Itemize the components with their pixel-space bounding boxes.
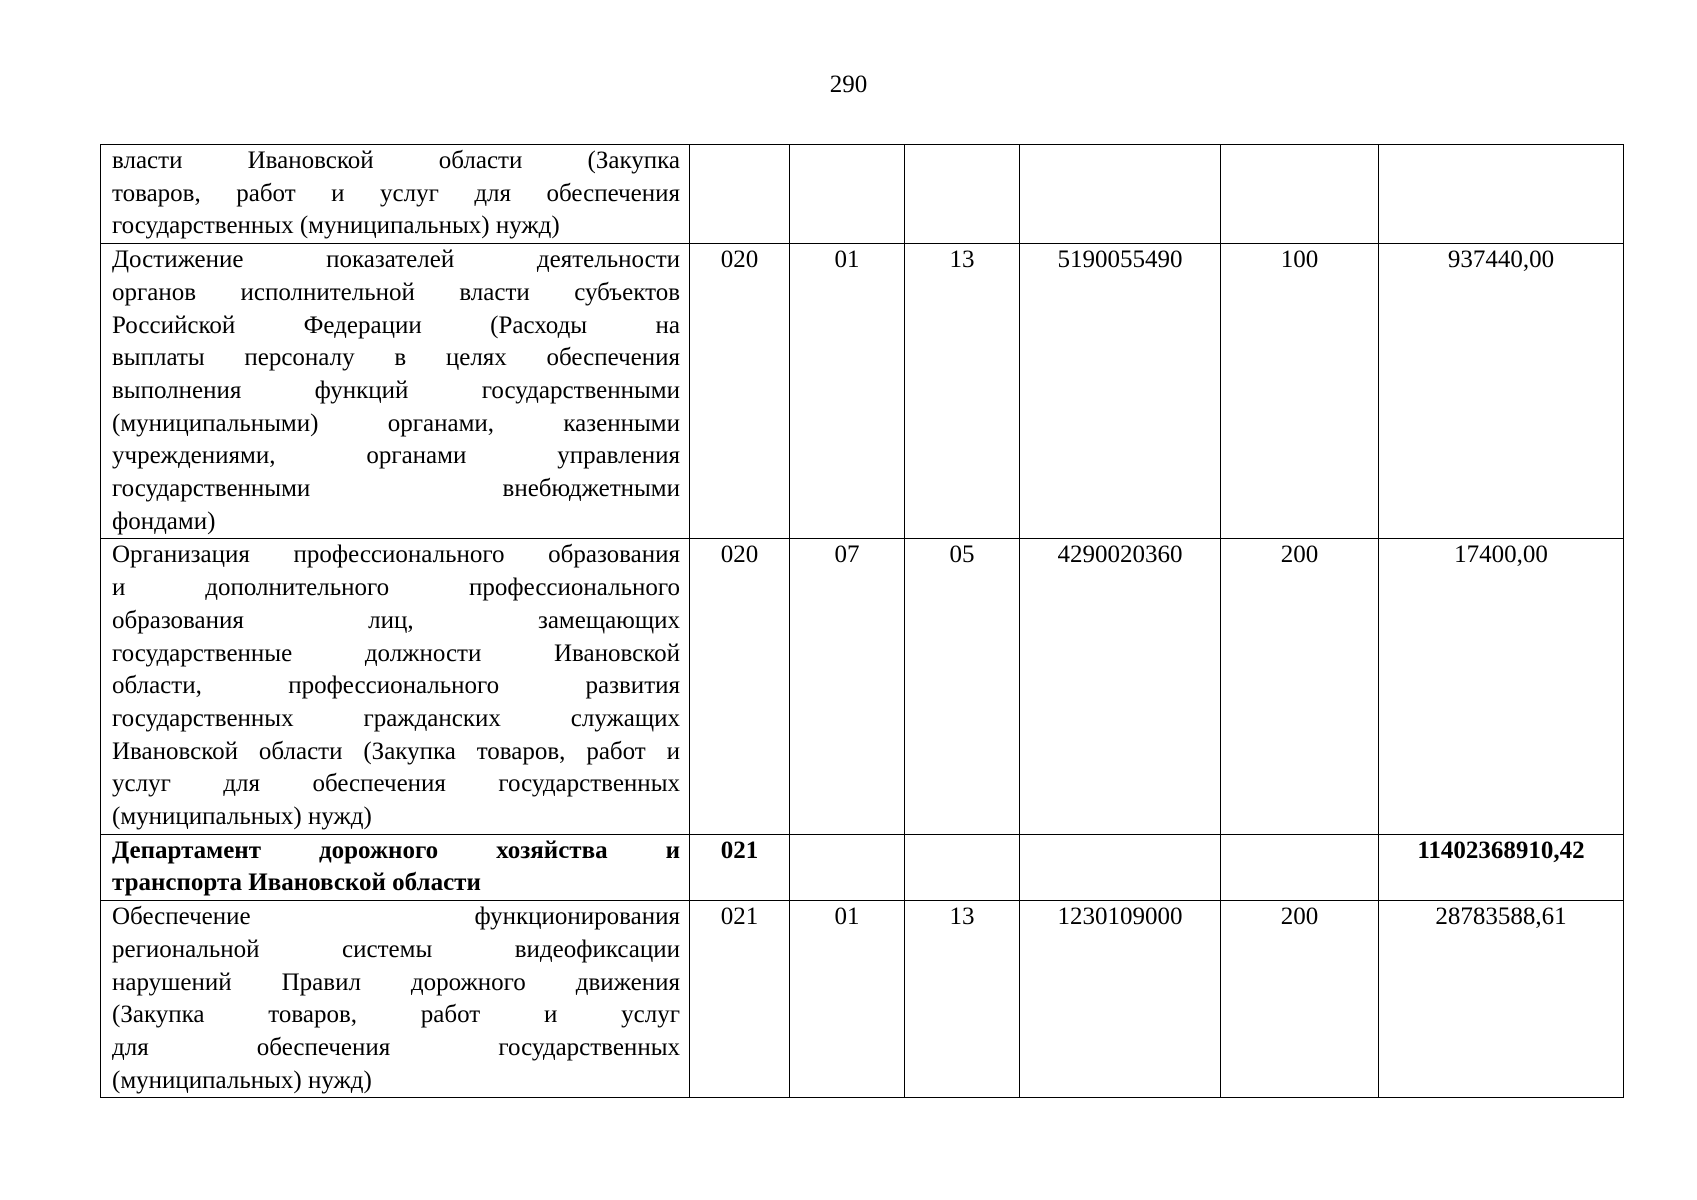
expense-name-cell [101, 244, 690, 539]
target-code-cell [1020, 145, 1221, 244]
amount-cell: 11402368910,42 [1379, 834, 1624, 900]
expense-name-cell [101, 901, 690, 1098]
expense-type-cell: 200 [1221, 901, 1379, 1098]
ministry-code-cell: 020 [690, 539, 790, 834]
table-row [101, 244, 1624, 539]
expense-name-line: государственных гражданских служащих [112, 704, 680, 732]
expense-name-line: транспорта Ивановской области [112, 869, 481, 897]
amount-cell: 17400,00 [1379, 539, 1624, 834]
ministry-code-cell: 021 [690, 834, 790, 900]
expense-name-line: нарушений Правил дорожного движения [112, 968, 680, 996]
table-row [101, 145, 1624, 244]
target-code-cell [1020, 834, 1221, 900]
expense-name-line: образования лиц, замещающих [112, 606, 680, 634]
expense-name-line: Ивановской области (Закупка товаров, работ и [112, 737, 680, 765]
expense-name-cell [101, 539, 690, 834]
table-row [101, 539, 1624, 834]
expense-name-cell [101, 145, 690, 244]
expense-name-line: и дополнительного профессионального [112, 574, 680, 602]
expense-name-line: Департамент дорожного хозяйства и [112, 836, 680, 864]
expense-name-cell [101, 834, 690, 900]
budget-table [100, 144, 1624, 1098]
table-row [101, 901, 1624, 1098]
ministry-code-cell: 021 [690, 901, 790, 1098]
expense-name-line: Обеспечение функционирования [112, 903, 680, 931]
section-code-cell: 07 [790, 539, 905, 834]
expense-name-line: Российской Федерации (Расходы на [112, 311, 680, 339]
amount-cell: 28783588,61 [1379, 901, 1624, 1098]
expense-name-line: товаров, работ и услуг для обеспечения [112, 179, 680, 207]
expense-type-cell: 200 [1221, 539, 1379, 834]
expense-name-line: области, профессионального развития [112, 672, 680, 700]
subsection-code-cell: 05 [905, 539, 1020, 834]
expense-name-line: учреждениями, органами управления [112, 442, 680, 470]
section-code-cell [790, 145, 905, 244]
expense-type-cell [1221, 834, 1379, 900]
expense-name-line: органов исполнительной власти субъектов [112, 278, 680, 306]
expense-name-line: Достижение показателей деятельности [112, 246, 680, 274]
expense-name-line: (муниципальных) нужд) [112, 1066, 372, 1094]
expense-name-line: государственных (муниципальных) нужд) [112, 212, 560, 240]
expense-name-line: услуг для обеспечения государственных [112, 770, 680, 798]
table-row [101, 834, 1624, 900]
section-code-cell [790, 834, 905, 900]
ministry-code-cell [690, 145, 790, 244]
expense-type-cell: 100 [1221, 244, 1379, 539]
table-body [101, 145, 1624, 1098]
subsection-code-cell [905, 834, 1020, 900]
target-code-cell: 5190055490 [1020, 244, 1221, 539]
expense-name-line: (муниципальных) нужд) [112, 803, 372, 831]
target-code-cell: 1230109000 [1020, 901, 1221, 1098]
expense-name-line: выполнения функций государственными [112, 376, 680, 404]
expense-name-line: для обеспечения государственных [112, 1033, 680, 1061]
amount-cell: 937440,00 [1379, 244, 1624, 539]
ministry-code-cell: 020 [690, 244, 790, 539]
section-code-cell: 01 [790, 901, 905, 1098]
expense-name-line: (Закупка товаров, работ и услуг [112, 1001, 680, 1029]
target-code-cell: 4290020360 [1020, 539, 1221, 834]
expense-name-line: государственными внебюджетными [112, 475, 680, 503]
expense-name-line: власти Ивановской области (Закупка [112, 147, 680, 174]
expense-name-line: фондами) [112, 507, 216, 535]
page-number: 290 [829, 71, 868, 98]
subsection-code-cell: 13 [905, 901, 1020, 1098]
expense-name-line: (муниципальными) органами, казенными [112, 409, 680, 437]
amount-cell [1379, 145, 1624, 244]
subsection-code-cell [905, 145, 1020, 244]
subsection-code-cell: 13 [905, 244, 1020, 539]
expense-name-line: Организация профессионального образования [112, 541, 680, 569]
expense-name-line: региональной системы видеофиксации [112, 935, 680, 963]
section-code-cell: 01 [790, 244, 905, 539]
expense-name-line: государственные должности Ивановской [112, 639, 680, 667]
expense-name-line: выплаты персоналу в целях обеспечения [112, 344, 680, 372]
expense-type-cell [1221, 145, 1379, 244]
